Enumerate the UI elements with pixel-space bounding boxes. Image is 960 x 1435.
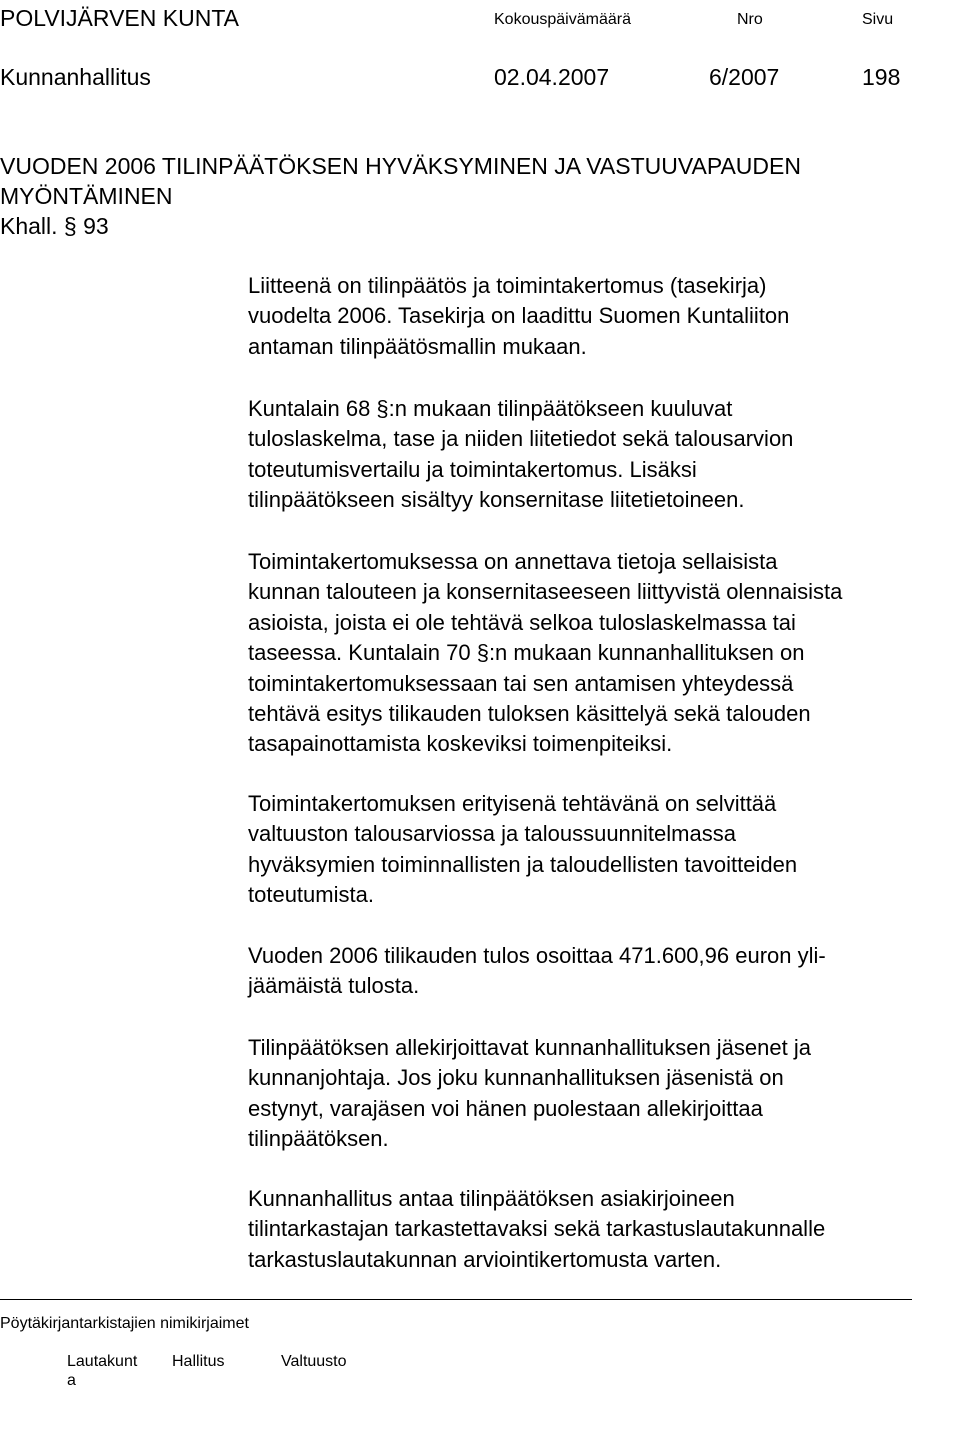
number-label: Nro [737, 11, 763, 28]
paragraph-special-task [248, 789, 960, 911]
paragraph-result [248, 941, 960, 1002]
section-title-line-2: MYÖNTÄMINEN [0, 183, 173, 209]
footer-divider [0, 1299, 912, 1300]
paragraph-law-68 [248, 394, 960, 516]
paragraph-text: Kunnanhallitus antaa tilinpäätöksen asiakirjoineen tilintarkastajan tarkastettavaksi sekä tarkastuslautakunnalle tarkastuslautakunnan arviointikertomusta varten. [248, 1186, 826, 1272]
initials-label: Pöytäkirjantarkistajien nimikirjaimet [0, 1315, 249, 1332]
page-label: Sivu [862, 11, 894, 28]
paragraph-text: Toimintakertomuksen erityisenä tehtävänä on selvittää valtuuston talousarviossa ja taloussuunnitelmassa hyväksymien toiminnallisten ja taloudellisten tavoitteiden toteutumista. [248, 791, 798, 908]
organization-name: POLVIJÄRVEN KUNTA [0, 5, 240, 31]
paragraph-signatures [248, 1033, 960, 1155]
paragraph-text: Kuntalain 68 §:n mukaan tilinpäätökseen kuuluvat tuloslaskelma, tase ja niiden liitetiedot sekä talousarvion toteutumisvertailu ja toimintakertomus. Lisäksi tilinpäätökseen sisältyy konsernitase liitetietoineen. [248, 396, 794, 513]
meeting-date: 02.04.2007 [494, 64, 610, 90]
footer-col-board-line-1: Lautakunt [67, 1353, 138, 1370]
body-name: Kunnanhallitus [0, 64, 151, 90]
section-title-line-1: VUODEN 2006 TILINPÄÄTÖKSEN HYVÄKSYMINEN JA VASTUUVAPAUDEN [0, 153, 801, 179]
page-number: 198 [862, 64, 901, 90]
footer-col-council: Valtuusto [281, 1353, 347, 1370]
paragraph-text: Tilinpäätöksen allekirjoittavat kunnanhallituksen jäsenet ja kunnanjohtaja. Jos joku kunnanhallituksen jäsenistä on estynyt, varajäsen voi hänen puolestaan allekirjoittaa tilinpäätöksen. [248, 1035, 811, 1152]
paragraph-attachment [248, 271, 960, 362]
section-reference: Khall. § 93 [0, 213, 109, 239]
paragraph-text: Vuoden 2006 tilikauden tulos osoittaa 471.600,96 euron yli- jäämäistä tulosta. [248, 943, 826, 999]
meeting-number: 6/2007 [709, 64, 780, 90]
paragraph-text: Liitteenä on tilinpäätös ja toimintakertomus (tasekirja) vuodelta 2006. Tasekirja on laadittu Suomen Kuntaliiton antaman tilinpäätösmallin mukaan. [248, 273, 790, 359]
footer-col-government: Hallitus [172, 1353, 225, 1370]
paragraph-audit [248, 1184, 960, 1275]
paragraph-text: Toimintakertomuksessa on annettava tietoja sellaisista kunnan talouteen ja konsernitaseeseen liittyvistä olennaisista asioista, joista ei ole tehtävä selkoa tuloslaskelmassa tai taseessa. Kuntalain 70 §:n mukaan kunnanhallituksen on toimintakertomuksessaan tai sen antamisen yhteydessä tehtävä esitys tilikauden tuloksen käsittelyä sekä talouden tasapainottamista koskeviksi toimenpiteiksi. [248, 549, 843, 757]
paragraph-activity-report [248, 547, 960, 760]
footer-col-board-line-2: a [67, 1372, 76, 1389]
meeting-date-label: Kokouspäivämäärä [494, 11, 631, 28]
